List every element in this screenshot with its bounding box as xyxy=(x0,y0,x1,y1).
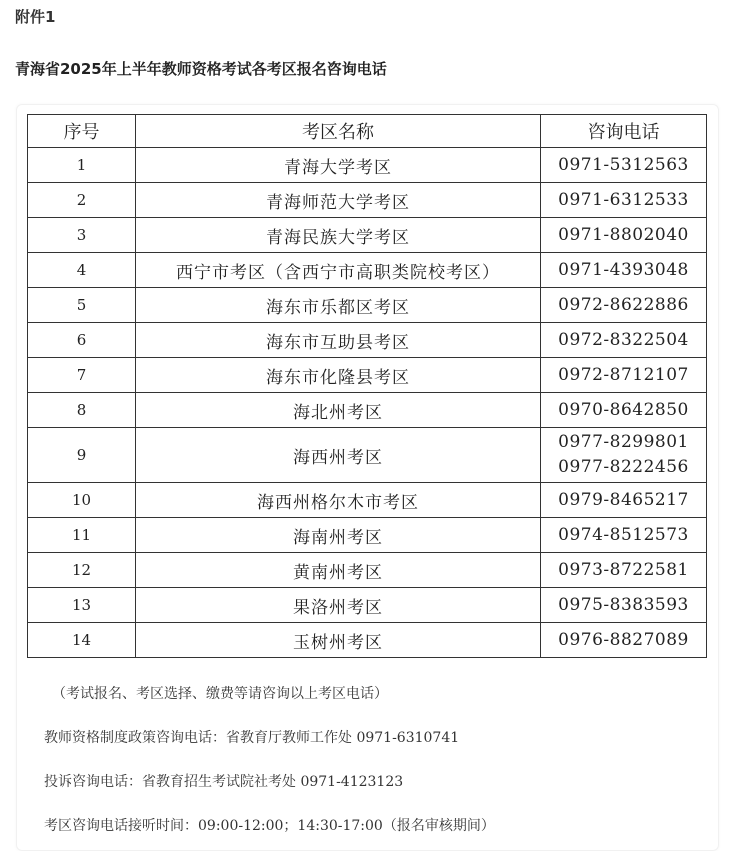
table-body xyxy=(28,148,707,658)
exam-area-name: 海东市互助县考区 xyxy=(136,323,541,358)
answering-hours-line: 考区咨询电话接听时间：09:00-12:00；14:30-17:00（报名审核期间） xyxy=(44,818,495,834)
phone-cell xyxy=(541,553,707,588)
row-index: 10 xyxy=(28,483,136,518)
complaint-contact-line: 投诉咨询电话：省教育招生考试院社考处 0971-4123123 xyxy=(44,774,404,790)
phone-number: 0971-4393048 xyxy=(558,259,689,280)
phone-number: 0971-5312563 xyxy=(558,154,689,175)
phone-cell xyxy=(541,148,707,183)
table-row xyxy=(28,483,707,518)
table-row xyxy=(28,393,707,428)
exam-area-name: 海北州考区 xyxy=(136,393,541,428)
header-exam-area-name: 考区名称 xyxy=(136,115,541,148)
row-index: 13 xyxy=(28,588,136,623)
contact-table xyxy=(27,114,707,658)
phone-cell xyxy=(541,183,707,218)
phone-number: 0974-8512573 xyxy=(558,524,689,545)
row-index: 7 xyxy=(28,358,136,393)
phone-cell xyxy=(541,428,707,483)
row-index: 11 xyxy=(28,518,136,553)
phone-number: 0975-8383593 xyxy=(558,594,689,615)
phone-cell xyxy=(541,218,707,253)
phone-number: 0977-8299801 xyxy=(558,432,689,452)
exam-area-name: 黄南州考区 xyxy=(136,553,541,588)
phone-cell xyxy=(541,288,707,323)
exam-area-name: 玉树州考区 xyxy=(136,623,541,658)
exam-area-name: 青海民族大学考区 xyxy=(136,218,541,253)
table-row xyxy=(28,323,707,358)
header-phone: 咨询电话 xyxy=(541,115,707,148)
phone-number: 0973-8722581 xyxy=(558,559,689,580)
row-index: 9 xyxy=(28,428,136,483)
table-row xyxy=(28,518,707,553)
phone-cell xyxy=(541,253,707,288)
phone-number: 0972-8622886 xyxy=(558,294,689,315)
table-row xyxy=(28,183,707,218)
document-title: 青海省2025年上半年教师资格考试各考区报名咨询电话 xyxy=(15,60,387,78)
table-row xyxy=(28,148,707,183)
phone-cell xyxy=(541,623,707,658)
row-index: 2 xyxy=(28,183,136,218)
policy-contact-line: 教师资格制度政策咨询电话：省教育厅教师工作处 0971-6310741 xyxy=(44,730,460,746)
table-header-row xyxy=(28,115,707,148)
exam-area-name: 海南州考区 xyxy=(136,518,541,553)
phone-number: 0971-8802040 xyxy=(558,224,689,245)
table-row xyxy=(28,218,707,253)
attachment-label: 附件1 xyxy=(15,8,56,26)
table-row xyxy=(28,253,707,288)
table-row xyxy=(28,428,707,483)
header-index: 序号 xyxy=(28,115,136,148)
row-index: 3 xyxy=(28,218,136,253)
exam-area-name: 青海师范大学考区 xyxy=(136,183,541,218)
phone-cell xyxy=(541,518,707,553)
phone-number: 0971-6312533 xyxy=(558,189,689,210)
phone-cell xyxy=(541,393,707,428)
table-row xyxy=(28,588,707,623)
scope-note: （考试报名、考区选择、缴费等请咨询以上考区电话） xyxy=(52,686,388,702)
table-row xyxy=(28,358,707,393)
table-row xyxy=(28,623,707,658)
exam-area-name: 青海大学考区 xyxy=(136,148,541,183)
exam-area-name: 海东市乐都区考区 xyxy=(136,288,541,323)
row-index: 5 xyxy=(28,288,136,323)
phone-cell xyxy=(541,323,707,358)
phone-number: 0976-8827089 xyxy=(558,629,689,650)
exam-area-name: 海西州格尔木市考区 xyxy=(136,483,541,518)
exam-area-name: 果洛州考区 xyxy=(136,588,541,623)
exam-area-name: 海西州考区 xyxy=(136,428,541,483)
table-row xyxy=(28,288,707,323)
phone-number: 0977-8222456 xyxy=(558,457,689,477)
phone-number: 0979-8465217 xyxy=(558,489,689,510)
table-row xyxy=(28,553,707,588)
exam-area-name: 西宁市考区（含西宁市高职类院校考区） xyxy=(136,253,541,288)
row-index: 1 xyxy=(28,148,136,183)
row-index: 8 xyxy=(28,393,136,428)
phone-number: 0972-8712107 xyxy=(558,364,689,385)
row-index: 12 xyxy=(28,553,136,588)
phone-number: 0970-8642850 xyxy=(558,399,689,420)
row-index: 4 xyxy=(28,253,136,288)
exam-area-name: 海东市化隆县考区 xyxy=(136,358,541,393)
phone-cell xyxy=(541,588,707,623)
phone-number: 0972-8322504 xyxy=(558,329,689,350)
phone-cell xyxy=(541,358,707,393)
row-index: 14 xyxy=(28,623,136,658)
phone-cell xyxy=(541,483,707,518)
row-index: 6 xyxy=(28,323,136,358)
